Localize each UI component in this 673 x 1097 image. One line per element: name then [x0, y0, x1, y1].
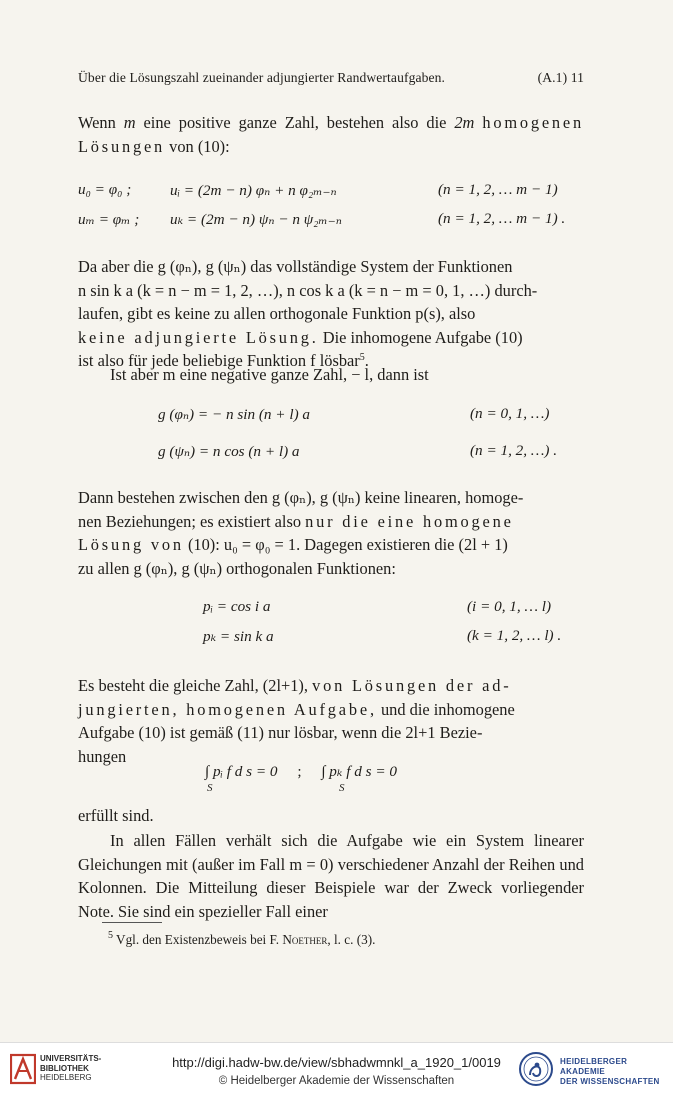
p4-line-4: zu allen g (φₙ), g (ψₙ) orthogonalen Funktionen: — [78, 558, 396, 578]
footnote-text-1: Vgl. den Existenzbeweis bei F. — [113, 932, 283, 947]
p5-line-2 — [78, 698, 584, 722]
header-title: Über die Lösungszahl zueinander adjungierter Randwertaufgaben. — [78, 70, 446, 85]
p4-line-2 — [78, 510, 584, 534]
p4-line-1: Dann bestehen zwischen den g (φₙ), g (ψₙ) keine linearen, homoge- — [78, 488, 524, 507]
p5-spaced-2: jungierten, homogenen Aufgabe, — [78, 699, 377, 719]
left-logo-line-2: BIBLIOTHEK — [40, 1063, 89, 1073]
p1-spaced: homogenen Lösungen — [78, 113, 584, 156]
p5-text-2c: und die inhomogene — [376, 699, 515, 719]
p2-text-7: . — [364, 351, 369, 371]
eq3-left: g (φₙ) = − n sin (n + l) a — [158, 406, 311, 423]
eq7-integral-1: ∫ pᵢ f d s = 0 — [205, 763, 278, 780]
permalink-url[interactable]: http://digi.hadw-bw.de/view/sbhadwmnkl_a_1920_1/0019 — [172, 1055, 501, 1070]
paragraph-7: In allen Fällen verhält sich die Aufgabe wie ein System linearer Gleichungen mit (außer im Fall m = 0) verschiedener Anzahl der Reihen und Kolonnen. Die Mitteilung dieser Beispiele war der Zweck vorliegender Note. Sie sind ein spezieller Fall einer — [78, 831, 584, 921]
p5-line-4: hungen — [78, 746, 127, 766]
left-logo-line-3: HEIDELBERG — [40, 1073, 92, 1082]
p1-var-2m: 2m — [454, 113, 475, 132]
running-header — [78, 70, 584, 86]
eq1-left-b: uᵢ = (2m − n) φₙ + n φ₂ₘ₋ₙ — [170, 182, 337, 199]
paragraph-1 — [78, 111, 584, 158]
p1-text-4: von (10): — [165, 136, 230, 156]
p2-text-5: Die inhomogene Aufgabe (10) — [318, 327, 523, 347]
eq5-left: pᵢ = cos i a — [203, 598, 271, 615]
eq7-separator: ; — [297, 763, 302, 780]
eq2-left-a: uₘ = φₘ ; — [78, 211, 140, 228]
paragraph-3: Ist aber m eine negative ganze Zahl, − l, dann ist — [110, 365, 429, 384]
eq6-range: (k = 1, 2, … l) . — [467, 627, 562, 644]
eq4-left: g (ψₙ) = n cos (n + l) a — [158, 443, 300, 460]
paragraph-2 — [78, 255, 584, 373]
p1-var-m: m — [123, 113, 136, 132]
header-ref — [538, 70, 584, 86]
p1-text-2: eine positive ganze Zahl, bestehen also die — [135, 113, 455, 132]
p2-spaced: keine adjungierte Lösung. — [78, 327, 319, 347]
academy-logo-text — [560, 1057, 673, 1087]
eq1-range: (n = 1, 2, … m − 1) — [438, 181, 558, 198]
paragraph-6: erfüllt sind. — [78, 806, 154, 825]
p4-text-3b: (10): u₀ = φ₀ = 1. Dagegen existieren die (2l + 1) — [183, 535, 508, 555]
p5-spaced-1: von Lösungen der ad- — [312, 676, 512, 695]
footnote-author: Noether — [282, 932, 328, 947]
eq1-left-a: u₀ = φ₀ ; — [78, 181, 132, 198]
paragraph-4 — [78, 486, 584, 580]
eq7-sub-s-2: S — [339, 782, 345, 794]
p4-line-3 — [78, 533, 584, 557]
eq2-range: (n = 1, 2, … m − 1) . — [438, 210, 566, 227]
right-logo-line-2: DER WISSENSCHAFTEN — [560, 1077, 660, 1086]
footnote-5 — [108, 932, 375, 948]
p2-line-2: n sin k a (k = n − m = 1, 2, …), n cos k a (k = n − m = 0, 1, …) durch- — [78, 280, 538, 300]
eq4-range: (n = 1, 2, …) . — [470, 442, 558, 459]
p2-text-6: ist also für jede beliebige Funktion f lösbar — [78, 351, 360, 371]
eq5-range: (i = 0, 1, … l) — [467, 598, 552, 615]
eq6-left: pₖ = sin k a — [203, 628, 274, 645]
header-section-ref: (A.1) — [537, 70, 568, 85]
eq2-left-b: uₖ = (2m − n) ψₙ − n ψ₂ₘ₋ₙ — [170, 211, 342, 228]
equation-7 — [205, 762, 397, 781]
p4-text-2a: nen Beziehungen; es existiert also — [78, 511, 306, 531]
eq7-sub-s-1: S — [207, 782, 213, 794]
footnote-text-2: , l. c. (3). — [327, 932, 376, 947]
p2-line-1: Da aber die g (φₙ), g (ψₙ) das vollständige System der Funktionen — [78, 257, 513, 276]
copyright-notice: © Heidelberger Akademie der Wissenschaften — [218, 1075, 455, 1087]
left-logo-line-1: UNIVERSITÄTS- — [40, 1054, 102, 1063]
p5-text-1a: Es besteht die gleiche Zahl, (2l+1), — [78, 676, 313, 695]
p2-line-4 — [78, 326, 584, 350]
eq3-range: (n = 0, 1, …) — [470, 405, 550, 422]
p4-spaced-2: Lösung von — [78, 535, 184, 555]
header-page-number: 11 — [570, 70, 584, 85]
footnote-rule — [102, 922, 162, 923]
paragraph-5 — [78, 674, 584, 768]
p4-spaced-1: nur die eine homogene — [305, 511, 514, 531]
p5-line-3: Aufgabe (10) ist gemäß (11) nur lösbar, wenn die 2l+1 Bezie- — [78, 723, 483, 743]
p1-text-1: Wenn — [78, 113, 124, 132]
viewer-footer — [0, 1042, 673, 1097]
right-logo-line-1: HEIDELBERGER AKADEMIE — [560, 1057, 628, 1076]
footnote-5-mark: 5 — [108, 930, 113, 941]
eq7-integral-2: ∫ pₖ f d s = 0 — [321, 763, 397, 780]
academy-seal-logo-icon[interactable] — [518, 1051, 554, 1087]
footnote-mark-5[interactable]: 5 — [359, 352, 365, 364]
p5-line-1 — [78, 674, 584, 698]
p2-line-3: laufen, gibt es keine zu allen orthogonale Funktion p(s), also — [78, 304, 476, 324]
